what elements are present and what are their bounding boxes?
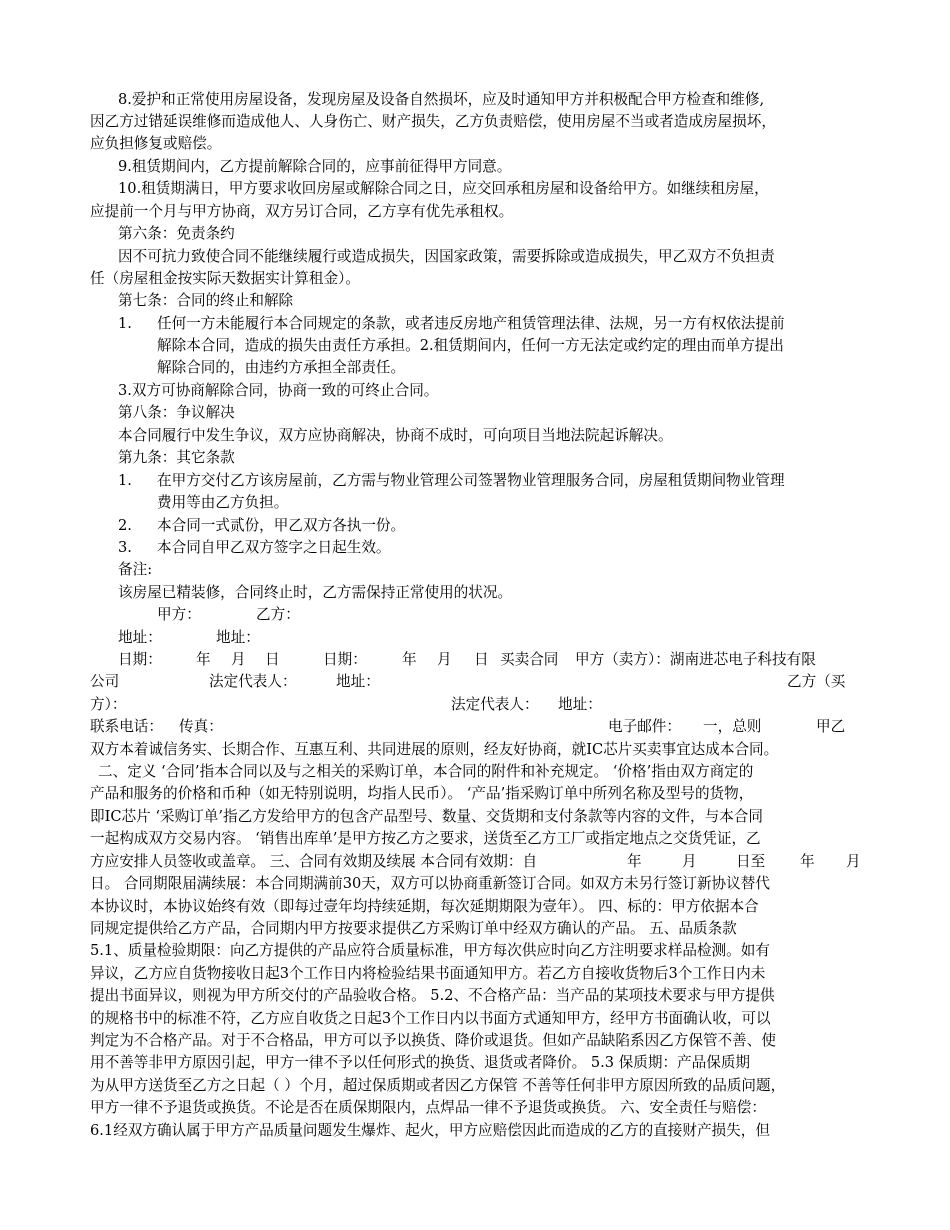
text-line: 日。 合同期限届满续展：本合同期满前30天，双方可以协商重新签订合同。如双方未另行签订新协议替代 [90,875,770,892]
legal-rep-label: 法定代表人： [451,696,539,713]
text-line: 用不善等非甲方原因引起，甲方一律不予以任何形式的换货、退货或者降价。 5.3 保质期：产品保质期 [90,1054,751,1071]
legal-rep-label: 法定代表人： [209,673,297,690]
text-line: 在甲方交付乙方该房屋前，乙方需与物业管理公司签署物业管理服务合同，房屋租赁期间物业管理 [157,472,785,489]
text-line: 10.租赁期满日，甲方要求收回房屋或解除合同之日，应交回承租房屋和设备给甲方。如继续租房屋， [118,180,769,197]
text-line: 的规格书中的标准不符，乙方应自收货之日起3个工作日内以书面方式通知甲方，经甲方书面确认收，可以 [90,1010,771,1027]
text-line: 任何一方未能履行本合同规定的条款，或者违反房地产租赁管理法律、法规，另一方有权依法提前 [157,315,785,332]
text-line: 解除本合同，造成的损失由责任方承担。2.租赁期间内，任何一方无法定或约定的理由而单方提出 [157,337,784,354]
text-line: 6.1经双方确认属于甲方产品质量问题发生爆炸、起火，甲方应赔偿因此而造成的乙方的直接财产损失，但 [90,1122,770,1139]
text-line: 二、定义 ‘合同’指本合同以及与之相关的采购订单，本合同的附件和补充规定。 ‘价格’指由双方商定的 [98,763,754,780]
text-line: 应负担修复或赔偿。 [90,135,222,152]
text-line: 本合同一式贰份，甲乙双方各执一份。 [157,517,406,534]
section-heading: 第六条：免责条约 [118,225,235,242]
address-label: 地址： [216,629,260,646]
date-year: 年 [196,651,211,668]
date-year: 年 [800,853,815,870]
text-line: 应提前一个月与甲方协商，双方另订合同，乙方享有优先承租权。 [90,203,514,220]
date-label: 日期： [323,651,367,668]
text-line: 判定为不合格产品。对于不合格品，甲方可以予以换货、降价或退货。但如产品缺陷系因乙方保管不善、使 [90,1032,776,1049]
text-line: 3.双方可协商解除合同，协商一致的可终止合同。 [118,382,439,399]
text-line: 为从甲方送货至乙方之日起（ ）个月，超过保质期或者因乙方保管 不善等任何非甲方原因所致的品质问题， [90,1077,786,1094]
list-number: 1. [118,315,132,332]
phone-label: 联系电话： [90,718,163,735]
text-line: 产品和服务的价格和币种（如无特别说明，均指人民币）。 ‘产品’指采购订单中所列名称及型号的货物， [90,785,754,802]
text-line: 方应安排人员签收或盖章。 三、合同有效期及续展 本合同有效期：自 [90,853,538,870]
text-line: 因乙方过错延误维修而造成他人、人身伤亡、财产损失，乙方负责赔偿，使用房屋不当或者造成房屋损坏， [90,113,776,130]
date-day: 日 [474,651,489,668]
text-line: 5.1、质量检验期限：向乙方提供的产品应符合质量标准，甲方每次供应时向乙方注明要求样品检测。如有 [90,942,770,959]
list-number: 1. [118,472,132,489]
text-line: 本协议时，本协议始终有效（即每过壹年均持续延期，每次延期期限为壹年）。 四、标的：甲方依据本合 [90,898,759,915]
text-line: 本合同自甲乙双方签字之日起生效。 [157,539,391,556]
section-heading: 第九条：其它条款 [118,449,235,466]
text-line: 解除合同的，由违约方承担全部责任。 [157,359,406,376]
text-line: 任（房屋租金按实际天数据实计算租金）。 [90,270,360,287]
text-line: 方）： [90,696,127,713]
date-month: 月 [846,853,861,870]
seller-name: 甲方（卖方）：湖南进芯电子科技有限 [575,651,816,668]
date-month: 月 [231,651,246,668]
text-line: 异议，乙方应自货物接收日起3个工作日内将检验结果书面通知甲方。若乙方自接收货物后3个工作日内未 [90,965,766,982]
contract-title: 买卖合同 [500,651,559,668]
list-number: 3. [118,539,132,556]
email-label: 电子邮件： [608,718,681,735]
party-b-label: 乙方： [256,606,300,623]
date-day: 日 [265,651,280,668]
text-line: 提出书面异议，则视为甲方所交付的产品验收合格。 5.2、不合格产品：当产品的某项技术要求与甲方提供 [90,987,775,1004]
date-month: 月 [682,853,697,870]
text-line: 本合同履行中发生争议，双方应协商解决，协商不成时，可向项目当地法院起诉解决。 [118,427,673,444]
fax-label: 传真： [179,718,223,735]
address-label: 地址： [336,673,380,690]
date-day: 日至 [736,853,766,870]
list-number: 2. [118,517,132,534]
section-heading: 一，总则 [703,718,762,735]
text-line: 费用等由乙方负担。 [157,494,289,511]
buyer-label: 乙方（买 [787,673,846,690]
text-line: 双方本着诚信务实、长期合作、互惠互利、共同进展的原则，经友好协商，就IC芯片买卖事宜达成本合同。 [90,741,779,758]
date-year: 年 [627,853,642,870]
section-heading: 第八条：争议解决 [118,404,235,421]
section-heading: 第七条：合同的终止和解除 [118,292,294,309]
text-line: 9.租赁期间内，乙方提前解除合同的，应事前征得甲方同意。 [118,158,512,175]
address-label: 地址： [558,696,602,713]
text-line: 备注: [118,561,153,578]
text-line: 8.爱护和正常使用房屋设备，发现房屋及设备自然损坏，应及时通知甲方并积极配合甲方检查和维修, [118,91,765,108]
party-a-label: 甲方： [157,606,201,623]
date-year: 年 [402,651,417,668]
text-line: 同规定提供给乙方产品，合同期内甲方按要求提供乙方采购订单中经双方确认的产品。 五、品质条款 [90,920,737,937]
text-line: 该房屋已精装修，合同终止时，乙方需保持正常使用的状况。 [118,584,513,601]
date-month: 月 [437,651,452,668]
text-line: 甲方一律不予退货或换货。不论是否在质保期限内，点焊品一律不予退货或换货。 六、安全责任与赔偿： [90,1099,766,1116]
text-line: 即IC芯片 ‘采购订单’指乙方发给甲方的包含产品型号、数量、交货期和支付条款等内容的文件，与本合同 [90,808,763,825]
text-line: 公司 [90,673,120,690]
text-line: 甲乙 [816,718,846,735]
date-label: 日期： [118,651,162,668]
address-label: 地址： [118,629,162,646]
text-line: 因不可抗力致使合同不能继续履行或造成损失，因国家政策，需要拆除或造成损失，甲乙双方不负担责 [118,248,775,265]
text-line: 一起构成双方交易内容。 ‘销售出库单’是甲方按乙方之要求，送货至乙方工厂或指定地点之交货凭证，乙 [90,830,761,847]
